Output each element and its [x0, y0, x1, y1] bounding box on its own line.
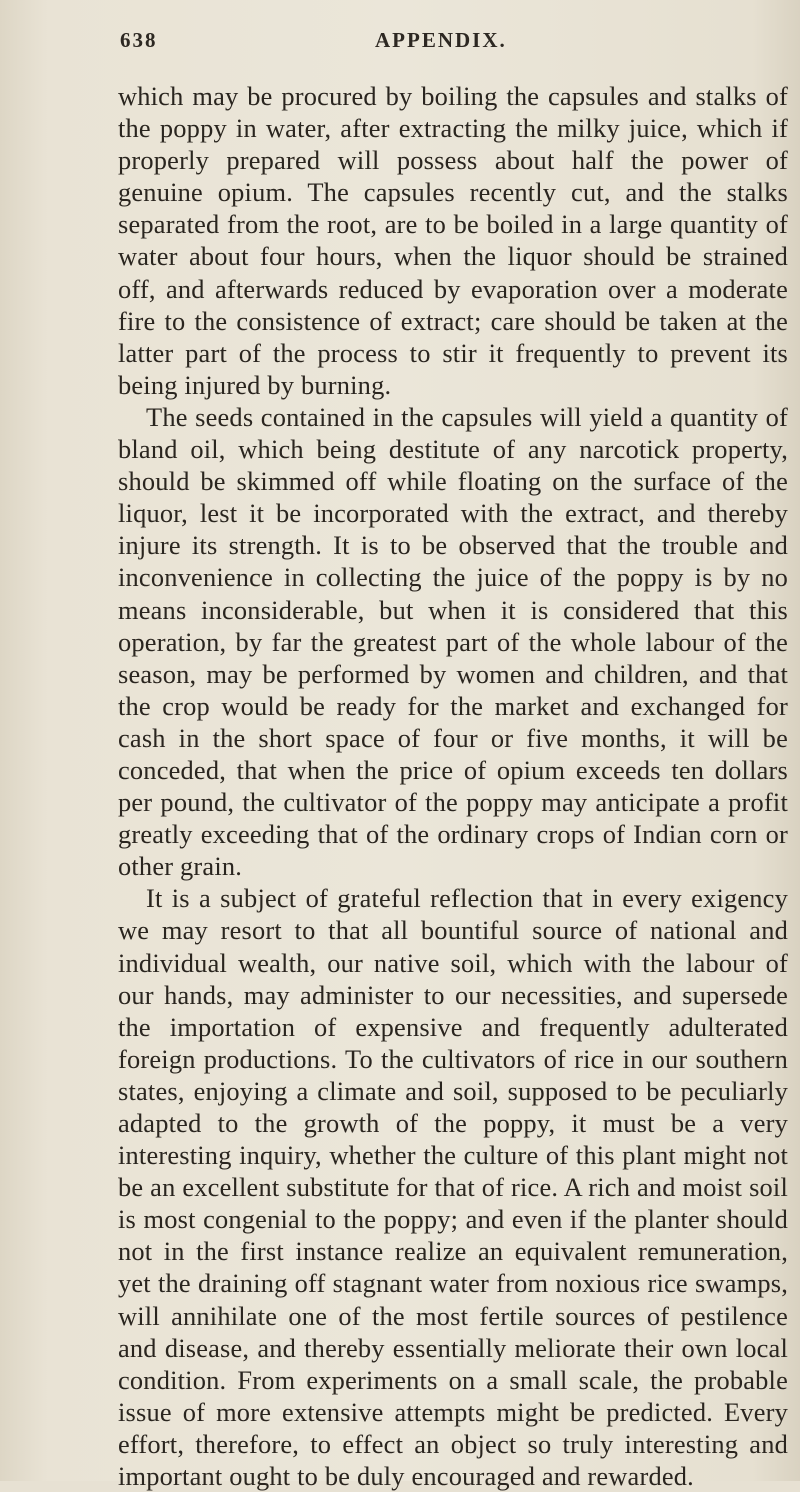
paragraph-2: The seeds contained in the capsules will yield a quantity of bland oil, which being destitute of any narcotick property, should be skimmed off while floating on the surface of the liquor, lest it be incorporated with the extract, and thereby injure its strength. It is to be observed that the trouble and inconvenience in collecting the juice of the poppy is by no means inconsiderable, but when it is considered that this operation, by far the greatest part of the whole labour of the season, may be performed by women and children, and that the crop would be ready for the market and exchanged for cash in the short space of four or five months, it will be conceded, that when the price of opium exceeds ten dollars per pound, the cultivator of the poppy may anticipate a profit greatly exceeding that of the ordinary crops of Indian corn or other grain.	[118, 401, 788, 882]
running-head: APPENDIX.	[375, 28, 507, 52]
paragraph-3: It is a subject of grateful reflection that in every exigency we may resort to that all bountiful source of national and individual wealth, our native soil, which with the labour of our hands, may administer to our necessities, and supersede the importation of expensive and frequently adulterated foreign productions. To the cultivators of rice in our southern states, enjoying a climate and soil, supposed to be peculiarly adapted to the growth of the poppy, it must be a very interesting inquiry, whether the culture of this plant might not be an excellent substitute for that of rice. A rich and moist soil is most congenial to the poppy; and even if the planter should not in the first instance realize an equivalent remuneration, yet the draining off stagnant water from noxious rice swamps, will annihilate one of the most fertile sources of pestilence and disease, and thereby essentially meliorate their own local condition. From experiments on a small scale, the probable issue of more extensive attempts might be predicted. Every effort, therefore, to effect an object so truly interesting and important ought to be duly encouraged and rewarded.	[118, 883, 788, 1492]
page-number: 638	[120, 28, 158, 52]
paragraph-1: which may be procured by boiling the capsules and stalks of the poppy in water, after extracting the milky juice, which if properly prepared will possess about half the power of genuine opium. The capsules recently cut, and the stalks separated from the root, are to be boiled in a large quantity of water about four hours, when the liquor should be strained off, and afterwards reduced by evaporation over a moderate fire to the consistence of extract; care should be taken at the latter part of the process to stir it frequently to prevent its being injured by burning.	[118, 81, 788, 400]
page-header	[120, 28, 740, 68]
body-text	[118, 80, 788, 1492]
